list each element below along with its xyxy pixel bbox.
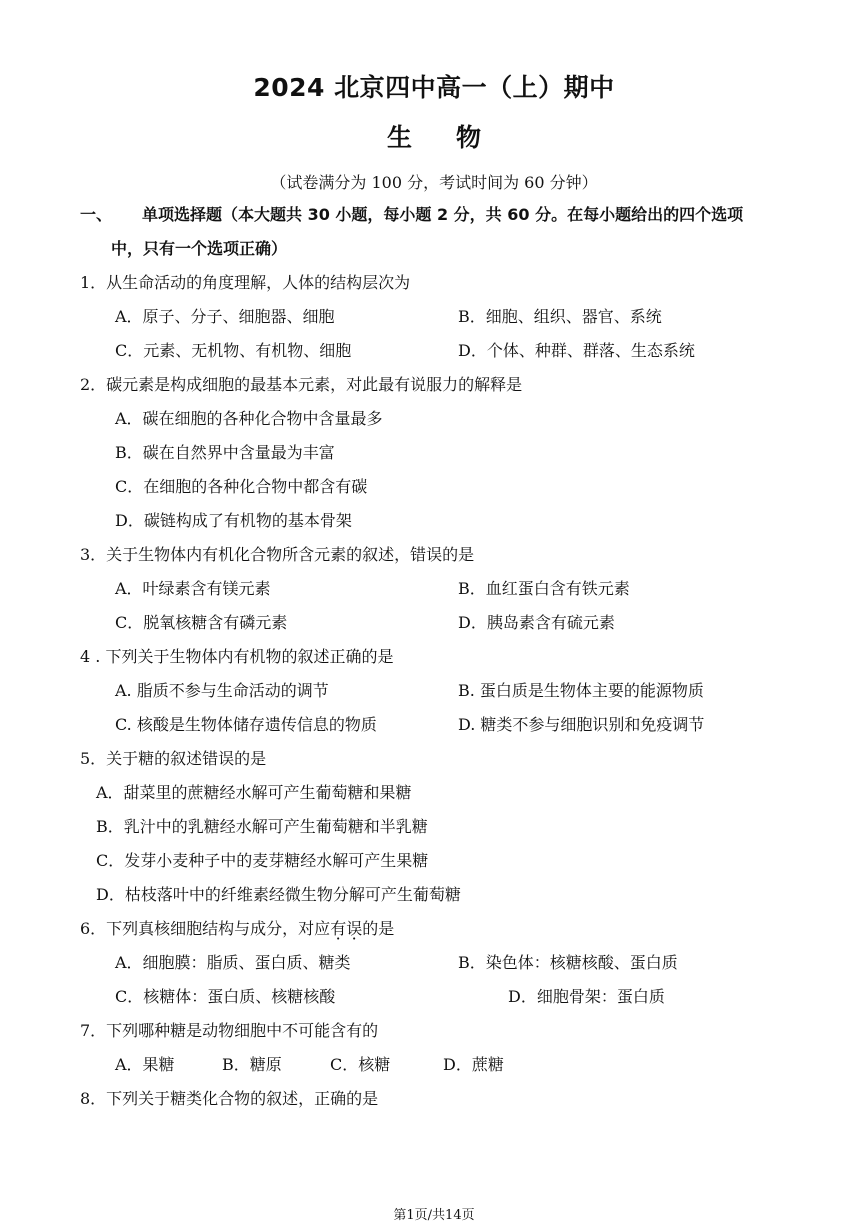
question-5-option-c: C．发芽小麦种子中的麦芽糖经水解可产生果糖 bbox=[96, 851, 429, 870]
question-6-option-a: A．细胞膜：脂质、蛋白质、糖类 bbox=[115, 953, 351, 972]
question-5-option-a: A．甜菜里的蔗糖经水解可产生葡萄糖和果糖 bbox=[96, 783, 412, 802]
section-instructions-line1: 单项选择题（本大题共 30 小题，每小题 2 分，共 60 分。在每小题给出的四个选项 bbox=[142, 205, 744, 224]
question-2-option-d: D．碳链构成了有机物的基本骨架 bbox=[115, 511, 352, 530]
question-1-option-a: A．原子、分子、细胞器、细胞 bbox=[115, 307, 335, 326]
subject-heading bbox=[0, 118, 868, 154]
question-6-stem bbox=[80, 918, 394, 940]
question-1-option-c: C．元素、无机物、有机物、细胞 bbox=[115, 341, 352, 360]
question-3-option-b: B．血红蛋白含有铁元素 bbox=[458, 579, 630, 598]
section-instructions-line2: 中，只有一个选项正确） bbox=[111, 239, 288, 258]
question-4-stem: 4 . 下列关于生物体内有机物的叙述正确的是 bbox=[80, 647, 394, 666]
question-7-option-b: B．糖原 bbox=[222, 1055, 282, 1074]
exam-title: 2024 北京四中高一（上）期中 bbox=[253, 73, 615, 102]
section-number: 一、 bbox=[80, 205, 113, 224]
question-4-option-d: D. 糖类不参与细胞识别和免疫调节 bbox=[458, 715, 705, 734]
question-3-stem: 3．关于生物体内有机化合物所含元素的叙述，错误的是 bbox=[80, 545, 475, 564]
page-number: 第1页/共14页 bbox=[393, 1208, 475, 1223]
exam-note: （试卷满分为 100 分，考试时间为 60 分钟） bbox=[270, 173, 598, 192]
question-6-stem-start: 6．下列真核细胞结构与成分，对应 bbox=[80, 919, 331, 938]
question-8-stem: 8．下列关于糖类化合物的叙述，正确的是 bbox=[80, 1089, 379, 1108]
question-6-emphasis-2: 误 bbox=[346, 919, 363, 938]
question-5-stem: 5．关于糖的叙述错误的是 bbox=[80, 749, 267, 768]
question-6-option-c: C．核糖体：蛋白质、核糖核酸 bbox=[115, 987, 336, 1006]
question-3-option-c: C．脱氧核糖含有磷元素 bbox=[115, 613, 288, 632]
question-2-option-a: A．碳在细胞的各种化合物中含量最多 bbox=[115, 409, 383, 428]
question-4-option-a: A. 脂质不参与生命活动的调节 bbox=[115, 681, 329, 700]
question-1-stem: 1．从生命活动的角度理解，人体的结构层次为 bbox=[80, 273, 411, 292]
question-6-option-b: B．染色体：核糖核酸、蛋白质 bbox=[458, 953, 678, 972]
question-7-stem: 7．下列哪种糖是动物细胞中不可能含有的 bbox=[80, 1021, 379, 1040]
question-5-option-b: B．乳汁中的乳糖经水解可产生葡萄糖和半乳糖 bbox=[96, 817, 428, 836]
question-1-option-d: D．个体、种群、群落、生态系统 bbox=[458, 341, 695, 360]
question-4-option-c: C. 核酸是生物体储存遗传信息的物质 bbox=[115, 715, 377, 734]
question-6-stem-end: 的是 bbox=[362, 919, 395, 938]
question-7-option-c: C．核糖 bbox=[330, 1055, 391, 1074]
question-7-option-d: D．蔗糖 bbox=[443, 1055, 504, 1074]
subject-char-2: 物 bbox=[456, 123, 482, 152]
question-2-option-c: C．在细胞的各种化合物中都含有碳 bbox=[115, 477, 368, 496]
question-4-option-b: B. 蛋白质是生物体主要的能源物质 bbox=[458, 681, 704, 700]
question-3-option-d: D．胰岛素含有硫元素 bbox=[458, 613, 615, 632]
subject-char-1: 生 bbox=[386, 123, 412, 152]
question-7-option-a: A．果糖 bbox=[115, 1055, 175, 1074]
question-6-emphasis-1: 有 bbox=[330, 919, 347, 938]
question-1-option-b: B．细胞、组织、器官、系统 bbox=[458, 307, 662, 326]
question-3-option-a: A．叶绿素含有镁元素 bbox=[115, 579, 271, 598]
question-5-option-d: D．枯枝落叶中的纤维素经微生物分解可产生葡萄糖 bbox=[96, 885, 461, 904]
question-2-stem: 2．碳元素是构成细胞的最基本元素，对此最有说服力的解释是 bbox=[80, 375, 523, 394]
question-6-option-d: D．细胞骨架：蛋白质 bbox=[508, 987, 665, 1006]
question-2-option-b: B．碳在自然界中含量最为丰富 bbox=[115, 443, 335, 462]
